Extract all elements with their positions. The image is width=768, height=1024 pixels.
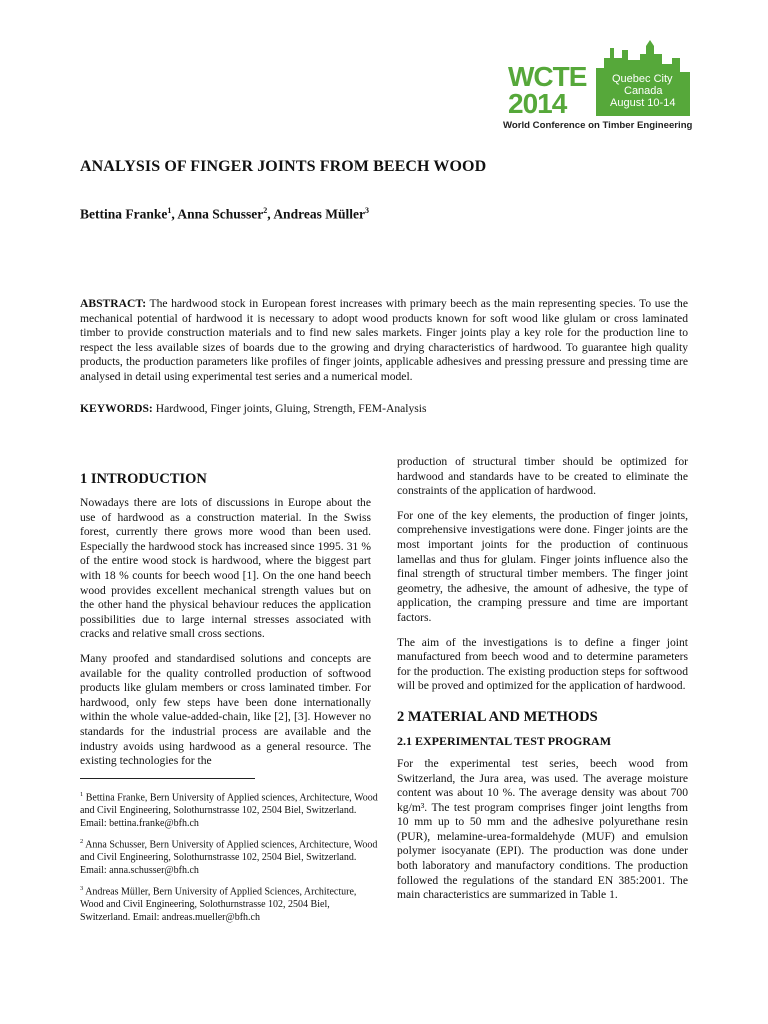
author-name: Anna Schusser bbox=[177, 206, 264, 222]
conference-logo bbox=[500, 38, 700, 138]
footnote-text: Andreas Müller, Bern University of Applied Sciences, Architecture, Wood and Civil Engineering, Solothurnstrasse 102, 2504 Biel, Switzerland. Email: andreas.mueller@bfh.ch bbox=[80, 886, 357, 923]
footnote-rule bbox=[80, 778, 255, 779]
logo-wordmark: WCTE bbox=[508, 61, 587, 92]
abstract-text: The hardwood stock in European forest increases with primary beech as the main representing species. To use the mechanical potential of hardwood it is necessary to adopt wood products known for soft wood like glulam or cross laminated timber to provide construction materials and to find new sales markets. Finger joints play a key role for the production line to respect the less available sizes of boards due to the growing and drying characteristics of hardwood. To guarantee high quality products, the production parameters like profiles of finger joints, applicable adhesives and pressing pressure and pressing time are analysed in detail using experimental test series and a numerical model. bbox=[80, 297, 688, 383]
footnote-mark: 3 bbox=[80, 885, 84, 893]
footnote bbox=[80, 836, 380, 877]
keywords-text: Hardwood, Finger joints, Gluing, Strength, FEM-Analysis bbox=[155, 402, 427, 415]
author-footnote-mark: 1 bbox=[167, 206, 172, 215]
footnote-text: Bettina Franke, Bern University of Applied sciences, Architecture, Wood and Civil Engineering, Solothurnstrasse 102, 2504 Biel, Switzerland. Email: bettina.franke@bfh.ch bbox=[80, 792, 378, 829]
author-name: Bettina Franke bbox=[80, 206, 168, 222]
logo-date: August 10-14 bbox=[610, 97, 676, 109]
abstract bbox=[80, 297, 688, 385]
author-footnote-mark: 2 bbox=[263, 206, 268, 215]
logo-country: Canada bbox=[624, 85, 663, 97]
logo-city: Quebec City bbox=[612, 73, 673, 85]
keywords bbox=[80, 402, 688, 417]
author-footnote-mark: 3 bbox=[364, 206, 369, 215]
footnotes bbox=[80, 789, 380, 930]
author-list: Bettina Franke$^1$, Anna Schusser$^2$, Andreas Müller$^3$ bbox=[80, 206, 369, 222]
footnote-mark: 1 bbox=[80, 791, 84, 798]
author-name: Andreas Müller bbox=[273, 206, 365, 222]
footnote bbox=[80, 883, 380, 924]
body-paragraph: Nowadays there are lots of discussions in Europe about the use of hardwood as a construction material. In the Swiss forest, currently there grows more wood than been used. Especially the hardwood stock has increased since 1995. 31 % of the entire wood stock is hardwood, where the biggest part with 18 % counts for beech wood [1]. On the one hand beech wood provides excellent mechanical strength values but on the other hand the physical behaviour reduces the application possibilities due to large internal stresses associated with cracks and relative small cross sections. bbox=[80, 496, 371, 641]
logo-conference-name: World Conference on Timber Engineering bbox=[503, 120, 693, 131]
footnote-text: Anna Schusser, Bern University of Applied sciences, Architecture, Wood and Civil Engineering, Solothurnstrasse 102, 2504 Biel, Switzerland. Email: anna.schusser@bfh.ch bbox=[80, 839, 378, 876]
abstract-label: ABSTRACT: bbox=[80, 297, 147, 310]
keywords-label: KEYWORDS: bbox=[80, 402, 153, 415]
body-paragraph: For the experimental test series, beech wood from Switzerland, the Jura area, was used. The average moisture content was about 10 %. The average density was about 700 kg/m³. The test program comprises finger joint lengths from 10 mm up to 50 mm and the adhesive polyurethane resin (PUR), melamine-urea-formaldehyde (MUF) and emulsion polymer isocyanate (EPI). The production was done under both laboratory and manufactory conditions. The production followed the regulations of the standard EN 385:2001. The main characteristics are summarized in Table 1. bbox=[397, 756, 688, 902]
footnote bbox=[80, 789, 380, 830]
body-paragraph: The aim of the investigations is to define a finger joint manufactured from beech wood and to determine parameters for the production. The existing production steps for softwood will be proved and optimized for the application of hardwood. bbox=[397, 635, 688, 693]
section-heading-introduction: 1 INTRODUCTION bbox=[80, 471, 207, 487]
logo-year: 2014 bbox=[508, 88, 567, 119]
body-paragraph: Many proofed and standardised solutions and concepts are available for the quality controlled production of softwood products like glulam members or cross laminated timber. For hardwood, only few steps have been done internationally within the whole value-added-chain, like [2], [3]. However no standards for the industrial process are available and the industry avoids using hardwood as a general resource. The existing technologies for the bbox=[80, 651, 371, 768]
left-column bbox=[80, 470, 371, 779]
body-paragraph: For one of the key elements, the production of finger joints, comprehensive investigations were done. Finger joints are the most important joints for the production of continuous lamellas and thus for glulam. Finger joints influence also the final strength of structural timber members. The finger joint geometry, the adhesive, the amount of adhesive, the type of application, the cramping pressure and time are important factors. bbox=[397, 508, 688, 624]
section-heading-material-methods: 2 MATERIAL AND METHODS bbox=[397, 708, 598, 725]
footnote-mark: 2 bbox=[80, 838, 84, 846]
subsection-heading: 2.1 EXPERIMENTAL TEST PROGRAM bbox=[397, 733, 612, 748]
body-paragraph: production of structural timber should be optimized for hardwood and standards have to be created to eliminate the constraints of the application of hardwood. bbox=[397, 455, 688, 498]
paper-title: ANALYSIS OF FINGER JOINTS FROM BEECH WOOD bbox=[80, 158, 487, 175]
right-column bbox=[397, 455, 688, 913]
